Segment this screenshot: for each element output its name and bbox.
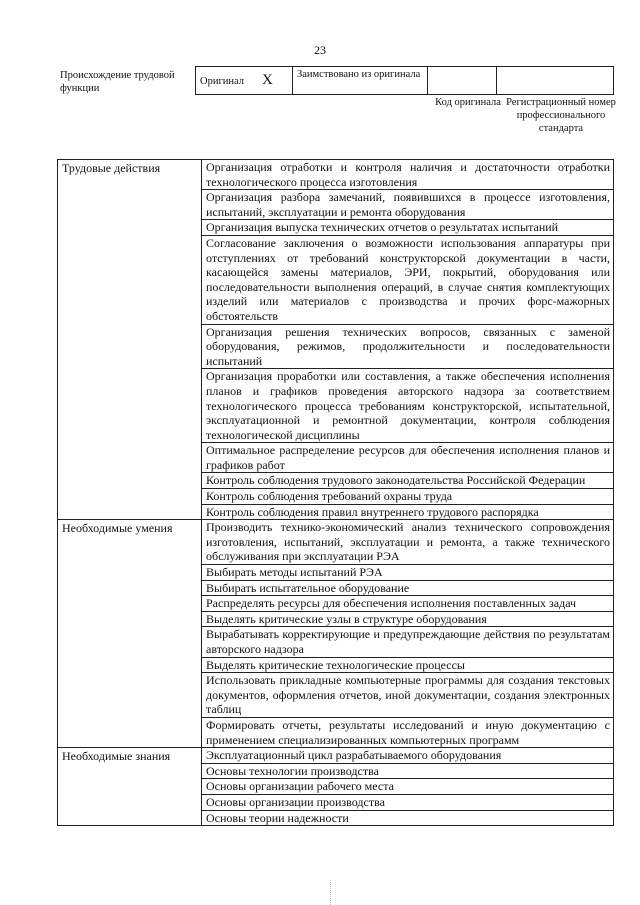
section-item: Выделять критические технологические процессы xyxy=(202,657,614,673)
scan-artifact xyxy=(330,880,333,905)
section-title: Необходимые знания xyxy=(58,748,202,826)
section-title: Необходимые умения xyxy=(58,520,202,748)
original-mark: X xyxy=(262,71,273,88)
section-item: Основы организации рабочего места xyxy=(202,779,614,795)
borrowed-cell: Заимствовано из оригинала xyxy=(293,67,428,95)
section-item: Организация отработки и контроля наличия и достаточности отработки технологического процесса изготовления xyxy=(202,160,614,190)
section-item: Производить технико-экономический анализ технического сопровождения изготовления, испытаний, эксплуатации и ремонта, а также технического обслуживания при эксплуатации РЭА xyxy=(202,520,614,565)
reg-number-cell xyxy=(497,67,614,95)
section-item: Выбирать методы испытаний РЭА xyxy=(202,565,614,581)
section-item: Выбирать испытательное оборудование xyxy=(202,580,614,596)
section-item: Организация разбора замечаний, появившихся в процессе изготовления, испытаний, эксплуатации и ремонта оборудования xyxy=(202,190,614,220)
reg-number-label: Регистрационный номер профессионального стандарта xyxy=(506,97,616,134)
origin-label: Происхождение трудовой функции xyxy=(60,70,175,94)
original-label: Оригинал xyxy=(200,75,244,87)
table-row xyxy=(58,520,614,565)
section-item: Выделять критические узлы в структуре оборудования xyxy=(202,611,614,627)
origin-table xyxy=(195,66,614,95)
section-item: Распределять ресурсы для обеспечения исполнения поставленных задач xyxy=(202,596,614,612)
code-cell xyxy=(428,67,497,95)
section-item: Использовать прикладные компьютерные программы для создания текстовых документов, оформления отчетов, иной документации, создания электронных таблиц xyxy=(202,673,614,718)
original-cell xyxy=(196,67,293,95)
section-title: Трудовые действия xyxy=(58,160,202,520)
section-item: Основы теории надежности xyxy=(202,810,614,826)
section-item: Вырабатывать корректирующие и предупреждающие действия по результатам авторского надзора xyxy=(202,627,614,657)
section-item: Основы технологии производства xyxy=(202,763,614,779)
section-item: Основы организации производства xyxy=(202,794,614,810)
section-item: Организация проработки или составления, а также обеспечения исполнения планов и графиков проведения авторского надзора за соответствием технологического процесса требованиям конструкторской, испытательной, эксплуатационной и ремонтной документации, контроля соблюдения технологической дисциплины xyxy=(202,369,614,443)
section-item: Контроль соблюдения трудового законодательства Российской Федерации xyxy=(202,473,614,489)
table-row xyxy=(58,160,614,190)
section-item: Согласование заключения о возможности использования аппаратуры при отступлениях от требований конструкторской документации в части, касающейся замены материалов, ЭРИ, покрытий, оборудования или последовательности выполнения операций, в случае снятия комплектующих изделий или материалов с производства и прочих форс-мажорных обстоятельств xyxy=(202,235,614,324)
section-item: Организация решения технических вопросов, связанных с заменой оборудования, режимов, продолжительности и последовательности испытаний xyxy=(202,324,614,369)
page-number: 23 xyxy=(314,43,326,57)
section-item: Организация выпуска технических отчетов о результатах испытаний xyxy=(202,220,614,236)
functions-table xyxy=(57,159,614,826)
code-label: Код оригинала xyxy=(435,97,501,108)
section-item: Эксплуатационный цикл разрабатываемого оборудования xyxy=(202,748,614,764)
functions-table-body xyxy=(58,160,614,826)
section-item: Контроль соблюдения правил внутреннего трудового распорядка xyxy=(202,504,614,520)
section-item: Оптимальное распределение ресурсов для обеспечения исполнения планов и графиков работ xyxy=(202,443,614,473)
section-item: Контроль соблюдения требований охраны труда xyxy=(202,489,614,505)
section-item: Формировать отчеты, результаты исследований и иную документацию с применением специализированных компьютерных программ xyxy=(202,717,614,747)
table-row xyxy=(58,748,614,764)
